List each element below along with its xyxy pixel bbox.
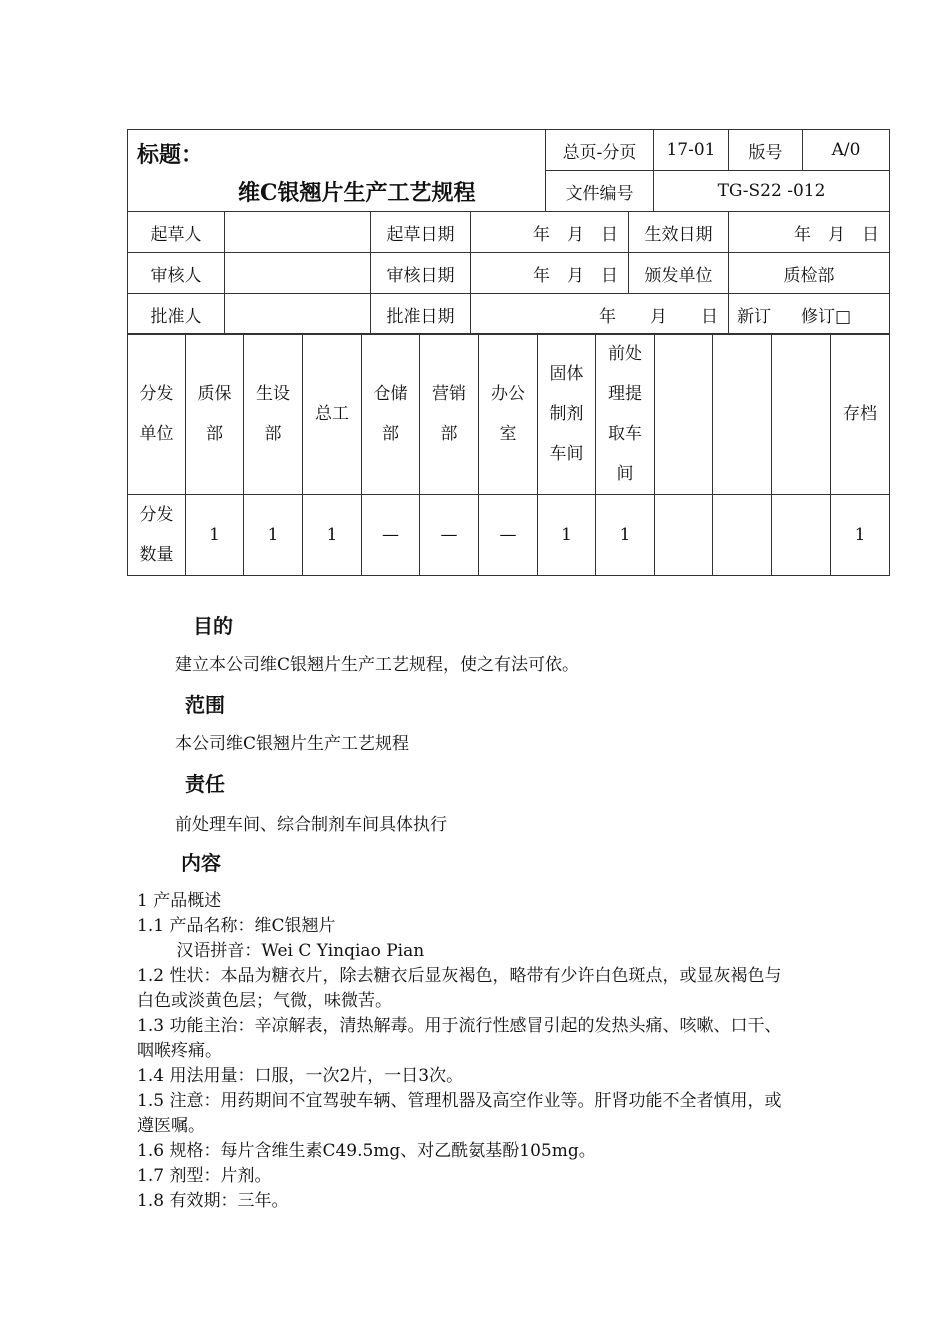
scope-heading: 范围 — [185, 693, 225, 717]
reviewer-value — [225, 253, 371, 294]
doc-no-label: 文件编号 — [546, 171, 654, 212]
unit-cell: 固体 制剂 车间 — [538, 334, 596, 495]
content-line: 1.4 用法用量：口服，一次2片，一日3次。 — [137, 1066, 464, 1086]
version-label: 版号 — [729, 130, 803, 171]
qty-cell: 1 — [244, 495, 303, 576]
qty-row — [128, 495, 890, 576]
qty-cell: — — [420, 495, 479, 576]
effective-date-value: 年 月 日 — [729, 212, 890, 253]
draft-date-value: 年 月 日 — [471, 212, 629, 253]
content-heading: 内容 — [181, 851, 221, 875]
reviewer-label: 审核人 — [128, 253, 225, 294]
unit-cell: 质保 部 — [186, 334, 244, 495]
approve-date-label: 批准日期 — [371, 294, 471, 335]
qty-cell — [713, 495, 772, 576]
responsibility-heading: 责任 — [185, 772, 225, 796]
unit-cell — [655, 334, 713, 495]
content-line: 1.8 有效期：三年。 — [137, 1191, 289, 1211]
qty-cell: 1 — [186, 495, 244, 576]
purpose-text: 建立本公司维C银翘片生产工艺规程，使之有法可依。 — [175, 655, 580, 675]
unit-cell: 仓储 部 — [362, 334, 420, 495]
qty-cell: 1 — [596, 495, 655, 576]
revision-cell — [729, 294, 890, 335]
revise-label: 修订□ — [801, 306, 852, 327]
unit-cell: 总工 — [303, 334, 362, 495]
effective-date-label: 生效日期 — [629, 212, 729, 253]
title-label: 标题： — [137, 142, 204, 168]
purpose-heading: 目的 — [193, 614, 233, 638]
qty-cell: 1 — [538, 495, 596, 576]
content-line: 1 产品概述 — [137, 891, 222, 911]
unit-cell: 前处 理提 取车 间 — [596, 334, 655, 495]
unit-row — [128, 334, 890, 495]
content-line: 1.3 功能主治：辛凉解表，清热解毒。用于流行性感冒引起的发热头痛、咳嗽、口干、 — [137, 1016, 782, 1036]
approve-date-value: 年 月 日 — [471, 294, 729, 335]
page-value: 17-01 — [654, 130, 729, 171]
version-value: A/0 — [803, 130, 890, 171]
header-table — [127, 129, 890, 212]
unit-cell: 生设 部 — [244, 334, 303, 495]
content-line: 1.7 剂型：片剂。 — [137, 1166, 272, 1186]
unit-cell: 办公 室 — [479, 334, 538, 495]
content-line: 1.6 规格：每片含维生素C49.5mg、对乙酰氨基酚105mg。 — [137, 1141, 596, 1161]
content-line: 汉语拼音：Wei C Yinqiao Pian — [137, 941, 425, 961]
unit-cell — [772, 334, 831, 495]
qty-cell — [772, 495, 831, 576]
unit-cell — [713, 334, 772, 495]
drafter-value — [225, 212, 371, 253]
unit-label-cell: 分发 单位 — [128, 334, 186, 495]
distribution-table — [127, 333, 890, 576]
responsibility-text: 前处理车间、综合制剂车间具体执行 — [175, 815, 447, 835]
qty-cell: 1 — [831, 495, 890, 576]
content-line: 白色或淡黄色层；气微，味微苦。 — [137, 991, 392, 1011]
unit-cell: 营销 部 — [420, 334, 479, 495]
content-line: 1.1 产品名称：维C银翘片 — [137, 916, 336, 936]
content-line: 咽喉疼痛。 — [137, 1041, 222, 1061]
approval-table — [127, 211, 890, 335]
review-date-label: 审核日期 — [371, 253, 471, 294]
new-label: 新订 — [737, 306, 771, 327]
content-line: 1.5 注意：用药期间不宜驾驶车辆、管理机器及高空作业等。肝肾功能不全者慎用，或 — [137, 1091, 782, 1111]
drafter-label: 起草人 — [128, 212, 225, 253]
approver-value — [225, 294, 371, 335]
unit-cell: 存档 — [831, 334, 890, 495]
doc-no-value: TG-S22 -012 — [654, 171, 890, 212]
draft-date-label: 起草日期 — [371, 212, 471, 253]
qty-cell — [655, 495, 713, 576]
qty-cell: 1 — [303, 495, 362, 576]
content-line: 遵医嘱。 — [137, 1116, 205, 1136]
title-cell — [128, 130, 546, 212]
qty-cell: — — [362, 495, 420, 576]
review-date-value: 年 月 日 — [471, 253, 629, 294]
scope-text: 本公司维C银翘片生产工艺规程 — [175, 734, 410, 754]
qty-label-cell: 分发 数量 — [128, 495, 186, 576]
document-title: 维C银翘片生产工艺规程 — [238, 180, 476, 206]
content-line: 1.2 性状：本品为糖衣片，除去糖衣后显灰褐色，略带有少许白色斑点，或显灰褐色与 — [137, 966, 782, 986]
qty-cell: — — [479, 495, 538, 576]
issuer-label: 颁发单位 — [629, 253, 729, 294]
approver-label: 批准人 — [128, 294, 225, 335]
page-label: 总页-分页 — [546, 130, 654, 171]
issuer-value: 质检部 — [729, 253, 890, 294]
